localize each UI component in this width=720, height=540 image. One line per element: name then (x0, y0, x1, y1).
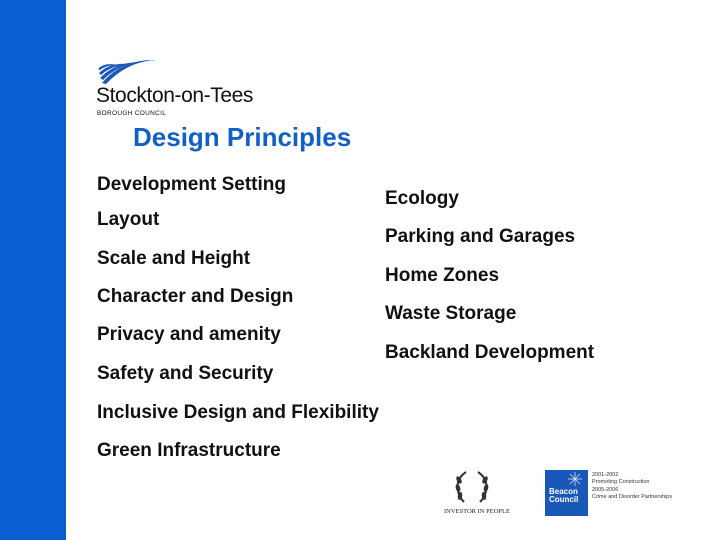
list-item: Waste Storage (385, 303, 517, 324)
laurel-wreath-icon (444, 468, 500, 508)
list-item: Character and Design (97, 286, 294, 307)
list-item: Privacy and amenity (97, 324, 281, 345)
council-logo (96, 56, 254, 122)
beacon-label: Beacon Council (549, 487, 579, 505)
accreditation-badges (444, 468, 684, 520)
logo-subtitle: BOROUGH COUNCIL (97, 110, 167, 117)
beacon-council-badge (545, 470, 588, 516)
beacon-star-icon (545, 470, 588, 488)
list-item: Inclusive Design and Flexibility (97, 402, 379, 423)
list-item: Home Zones (385, 265, 500, 286)
beacon-info: 2001-2002 Promoting Construction 2005-2006 Crime and Disorder Partnerships (592, 472, 673, 501)
list-item: Scale and Height (97, 248, 251, 269)
list-item: Parking and Garages (385, 226, 576, 247)
list-item: Safety and Security (97, 363, 274, 384)
list-item: Green Infrastructure (97, 440, 281, 461)
logo-name: Stockton-on-Tees (96, 84, 254, 107)
investor-in-people-badge (444, 468, 510, 520)
list-item: Ecology (385, 188, 459, 209)
list-item: Layout (97, 209, 160, 230)
list-item: Backland Development (385, 342, 595, 363)
list-item: Development Setting (97, 174, 286, 195)
page-title: Design Principles (133, 122, 352, 152)
swoosh-logo-icon (96, 56, 158, 86)
iip-label: INVESTOR IN PEOPLE (444, 508, 510, 515)
left-accent-bar (0, 0, 66, 540)
